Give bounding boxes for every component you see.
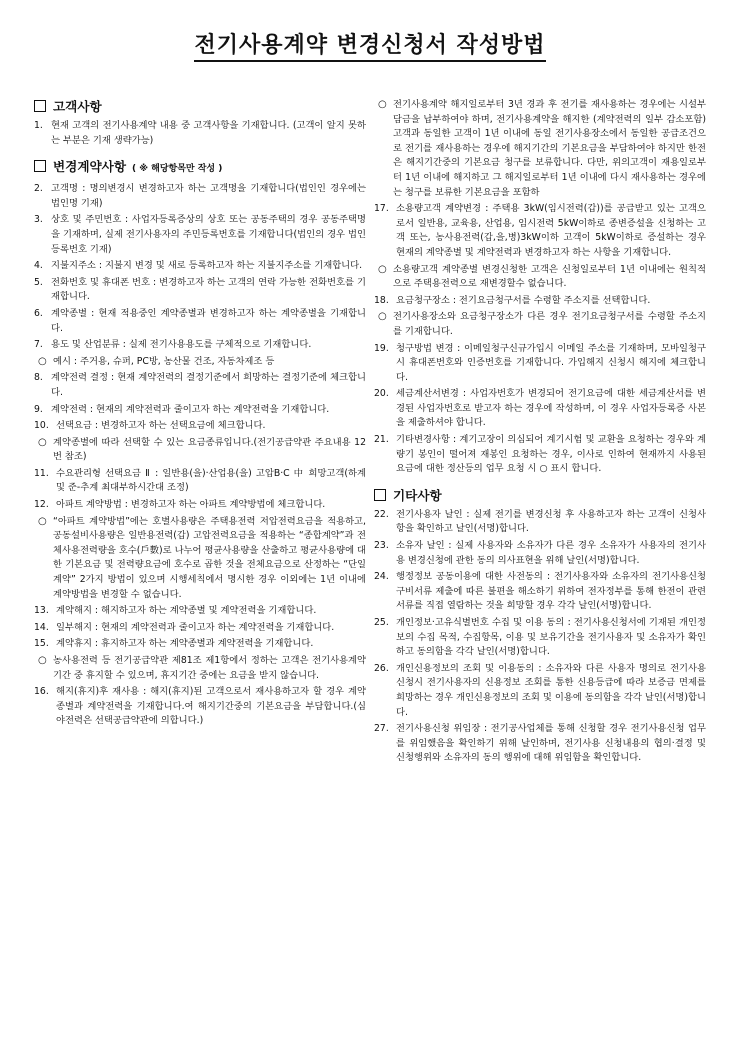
item-text: 계약해지 : 해지하고자 하는 계약종별 및 계약전력을 기재합니다.: [56, 605, 317, 617]
circle-bullet-icon: ○: [38, 436, 47, 448]
item-number: 22.: [374, 508, 389, 520]
note-text: 예시 : 주거용, 슈퍼, PC방, 농산물 건조, 자동차제조 등: [53, 355, 275, 367]
item-text: 수요관리형 선택요금 Ⅱ : 일반용(을)·산업용(을) 고압B·C 中 희망고객(하계 및 준-추계 최대부하시간대 조정): [56, 467, 366, 494]
item-text: 계약전력 : 현재의 계약전력과 줄이고자 하는 계약전력을 기재합니다.: [51, 403, 330, 415]
item-number: 9.: [34, 403, 43, 415]
instruction-item: [34, 307, 366, 336]
item-number: 26.: [374, 662, 389, 674]
item-text: 소유자 날인 : 실제 사용자와 소유자가 다른 경우 소유자가 사용자의 전기사용 변경신청에 관한 동의 의사표현을 위해 날인(서명)합니다.: [396, 540, 706, 566]
instruction-item: [374, 616, 706, 660]
item-text: 용도 및 산업분류 : 실제 전기사용용도를 구체적으로 기재합니다.: [51, 339, 312, 351]
instruction-item: [374, 570, 706, 614]
instruction-item: [374, 662, 706, 720]
item-number: 1.: [34, 120, 43, 131]
instruction-item: [374, 508, 706, 537]
instruction-item: [34, 685, 366, 729]
item-text: 요금청구장소 : 전기요금청구서를 수령할 주소지를 선택합니다.: [396, 294, 651, 306]
right-column: [374, 98, 706, 768]
item-text: 기타변경사항 : 계기고장이 의심되어 계기시험 및 교환을 요청하는 경우와 계량기 봉인이 떨어져 재봉인 요청하는 경우, 이사로 인하여 현재까지 사용된 요금에 대한 정산등의 업무 요청 시 ○ 표시 합니다.: [396, 434, 706, 475]
item-number: 17.: [374, 203, 389, 215]
instruction-item: [34, 637, 366, 652]
checkbox-icon: [374, 489, 386, 501]
item-number: 27.: [374, 723, 389, 735]
item-number: 10.: [34, 420, 49, 432]
instruction-note: [38, 515, 366, 603]
item-number: 7.: [34, 339, 43, 351]
instruction-item: [374, 387, 706, 431]
item-text: 개인신용정보의 조회 및 이용동의 : 소유자와 다른 사용자 명의로 전기사용 신청시 전기사용자의 신용정보 조회를 통한 신용등급에 따라 보증금 면제를 희망하는 경우 개인신용정보의 조회 및 이용에 동의함을 각각 날인(서명)합니다.: [396, 662, 706, 718]
circle-bullet-icon: ○: [38, 515, 47, 527]
instruction-note: [378, 263, 706, 292]
instruction-item: [374, 294, 706, 309]
section-heading-other: 기타사항: [374, 487, 706, 504]
instruction-note: [378, 98, 706, 200]
item-text: 개인정보·고유식별번호 수집 및 이용 동의 : 전기사용신청서에 기재된 개인정보의 수집 목적, 수집항목, 이용 및 보유기간을 전기사용자 및 소유자가 확인하고 동의함을 각각 날인(서명)합니다.: [396, 617, 706, 658]
item-text: 일부해지 : 현재의 계약전력과 줄이고자 하는 계약전력을 기재합니다.: [56, 621, 335, 633]
item-number: 2.: [34, 183, 43, 195]
checkbox-icon: [34, 160, 46, 172]
instruction-item: [374, 433, 706, 477]
circle-bullet-icon: ○: [378, 99, 387, 110]
circle-bullet-icon: ○: [38, 355, 47, 367]
item-text: 행정정보 공동이용에 대한 사전동의 : 전기사용자와 소유자의 전기사용신청 구비서류 제출에 따른 불편을 해소하기 위하여 전자정부를 통해 한전이 관련 서류를 직접 열람하는 것을 희망할 경우 각각 날인(서명)합니다.: [396, 571, 706, 612]
note-text: 소용량고객 계약종별 변경신청한 고객은 신청일로부터 1년 이내에는 원칙적으로 주택용전력으로 재변경할수 없습니다.: [393, 263, 706, 290]
item-number: 12.: [34, 499, 49, 511]
item-text: 상호 및 주민번호 : 사업자등록증상의 상호 또는 공동주택의 경우 공동주택명을 기재하며, 실제 전기사용자의 주민등록번호를 기재합니다(법인의 경우 법인등록번호 기재): [51, 214, 366, 255]
item-text: 청구방법 변경 : 이메일청구신규가입시 이메일 주소를 기재하며, 모바일청구시 휴대폰번호와 인증번호를 기재합니다. 가입해지 신청시 해지에 체크합니다.: [396, 342, 706, 383]
item-text: 전화번호 및 휴대폰 번호 : 변경하고자 하는 고객의 연락 가능한 전화번호를 기재합니다.: [51, 276, 366, 303]
item-number: 19.: [374, 342, 389, 354]
item-number: 13.: [34, 605, 49, 617]
instruction-note: [38, 436, 366, 465]
item-number: 20.: [374, 388, 389, 400]
item-number: 6.: [34, 307, 43, 319]
item-text: 소용량고객 계약변경 : 주택용 3kW(임시전력(갑))를 공급받고 있는 고객으로서 일반용, 교육용, 산업용, 임시전력 5kW이하로 종변증설을 신청하는 고객 또는, 농사용전력(갑,을,병)3kW이하 고객이 5kW이하로 증설하는 경우 현재의 계약종별 및 계약전력과 변경하고자 하는 사항을 기재합니다.: [396, 203, 706, 258]
section-heading-customer: 고객사항: [34, 98, 366, 115]
instruction-item: [34, 498, 366, 513]
instruction-item: [34, 419, 366, 434]
item-number: 3.: [34, 214, 43, 226]
circle-bullet-icon: ○: [378, 311, 387, 323]
note-text: “아파트 계약방법”에는 호별사용량은 주택용전력 저압전력요금을 적용하고, 공동설비사용량은 일반용전력(갑) 고압전력요금을 적용하는 “종합계약”과 전체사용전력량을 호수(戶數)로 나누어 평균사용량을 산출하고 평균사용량에 대한 기본요금 및 전력량요금에 호수로 곱한 것을 전체요금으로 산정하는 “단일계약” 2가지 방법이 있으며 시행세칙에서 명시한 경우 이외에는 1년 이내에 계약방법을 변경할 수 없습니다.: [53, 515, 367, 600]
item-text: 계약종별 : 현재 적용중인 계약종별과 변경하고자 하는 계약종별을 기재합니다.: [51, 307, 366, 334]
item-text: 현재 고객의 전기사용계약 내용 중 고객사항을 기재합니다. (고객이 알지 못하는 부분은 기재 생략가능): [51, 120, 366, 146]
item-text: 전기사용신청 위임장 : 전기공사업체를 통해 신청할 경우 전기사용신청 업무를 위임했음을 확인하기 위해 날인하며, 전기사용 신청내용의 협의·결정 및 신청행위와 소유자의 동의 행위에 대해 위임함을 확인합니다.: [396, 723, 706, 764]
instruction-item: [374, 202, 706, 260]
item-number: 14.: [34, 621, 49, 633]
item-text: 해지(휴지)후 재사용 : 해지(휴지)된 고객으로서 재사용하고자 할 경우 계약종별과 계약전력을 기재합니다.여 해지기간중의 기본요금을 부담합니다.(심야전력은 선택공급약관에 의합니다.): [56, 686, 366, 727]
item-number: 24.: [374, 571, 389, 583]
note-text: 계약종별에 따라 선택할 수 있는 요금종류입니다.(전기공급약관 주요내용 12번 참조): [53, 436, 366, 463]
instruction-item: [34, 403, 366, 418]
note-text: 전기사용계약 해지일로부터 3년 경과 후 전기를 재사용하는 경우에는 시설부담금을 납부하여야 하며, 전기사용계약을 해지한 (계약전력의 일부 감소포함) 고객과 동일한 고객이 1년 이내에 동일 전기사용장소에서 동일한 공급조건으로 전기를 재사용하는 경우에 해지기간의 기본요금을 부담하여야 하지만 한전은 해지기간중의 기본요금 청구를 보류합니다. 다만, 위의고객이 재용일로부터 1년 이내에 해지하고 그 해지일로부터 1년 이내에 다시 재사용하는 경우에는 청구를 보류한 기본요금을 포함하: [393, 99, 706, 198]
instruction-item: [34, 259, 366, 274]
item-number: 11.: [34, 467, 49, 479]
item-number: 5.: [34, 276, 43, 288]
item-number: 23.: [374, 540, 389, 552]
item-number: 8.: [34, 372, 43, 384]
section-heading-change: 변경계약사항 ( ※ 해당항목만 작성 ): [34, 158, 366, 178]
instruction-item: [34, 182, 366, 211]
checkbox-icon: [34, 100, 46, 112]
circle-bullet-icon: ○: [38, 655, 47, 666]
item-text: 아파트 계약방법 : 변경하고자 하는 아파트 계약방법에 체크합니다.: [56, 499, 326, 511]
item-number: 21.: [374, 434, 389, 446]
item-number: 25.: [374, 617, 389, 628]
instruction-item: [34, 119, 366, 148]
instruction-item: [34, 621, 366, 636]
instruction-item: [34, 604, 366, 619]
instruction-item: [374, 342, 706, 386]
left-column: [34, 98, 366, 731]
page-title: 전기사용계약 변경신청서 작성방법: [0, 28, 740, 59]
item-text: 계약전력 결정 : 현재 계약전력의 결정기준에서 희망하는 결정기준에 체크합니다.: [51, 372, 366, 398]
item-number: 15.: [34, 638, 49, 650]
instruction-note: [38, 654, 366, 683]
item-number: 16.: [34, 686, 49, 698]
item-number: 4.: [34, 260, 43, 272]
item-number: 18.: [374, 294, 389, 306]
instruction-item: [34, 213, 366, 257]
instruction-note: [38, 355, 366, 370]
instruction-item: [34, 276, 366, 305]
item-text: 계약휴지 : 휴지하고자 하는 계약종별과 계약전력을 기재합니다.: [56, 638, 314, 650]
instruction-item: [374, 722, 706, 766]
instruction-item: [34, 338, 366, 353]
section-note: ( ※ 해당항목만 작성 ): [132, 164, 223, 175]
circle-bullet-icon: ○: [378, 263, 387, 275]
instruction-item: [34, 371, 366, 400]
item-text: 선택요금 : 변경하고자 하는 선택요금에 체크합니다.: [56, 420, 266, 432]
note-text: 농사용전력 등 전기공급약관 제81조 제1항에서 정하는 고객은 전기사용계약기간 중 휴지할 수 있으며, 휴지기간 중에는 요금을 받지 않습니다.: [53, 655, 366, 681]
instruction-note: [378, 310, 706, 339]
instruction-item: [374, 539, 706, 568]
item-text: 전기사용자 날인 : 실제 전기를 변경신청 후 사용하고자 하는 고객이 신청사항을 확인하고 날인(서명)합니다.: [396, 508, 706, 535]
item-text: 고객명 : 명의변경시 변경하고자 하는 고객명을 기재합니다(법인인 경우에는 법인명 기재): [51, 183, 366, 209]
item-text: 세금계산서변경 : 사업자번호가 변경되어 전기요금에 대한 세금계산서를 변경된 사업자번호로 받고자 하는 경우에 작성하며, 이 경우 사업자등록증 사본을 제출하셔야 합니다.: [396, 388, 706, 429]
instruction-item: [34, 467, 366, 496]
note-text: 전기사용장소와 요금청구장소가 다른 경우 전기요금청구서를 수령할 주소지를 기재합니다.: [393, 311, 706, 337]
item-text: 지불지주소 : 지불지 변경 및 새로 등록하고자 하는 지불지주소를 기재합니다.: [51, 260, 363, 272]
